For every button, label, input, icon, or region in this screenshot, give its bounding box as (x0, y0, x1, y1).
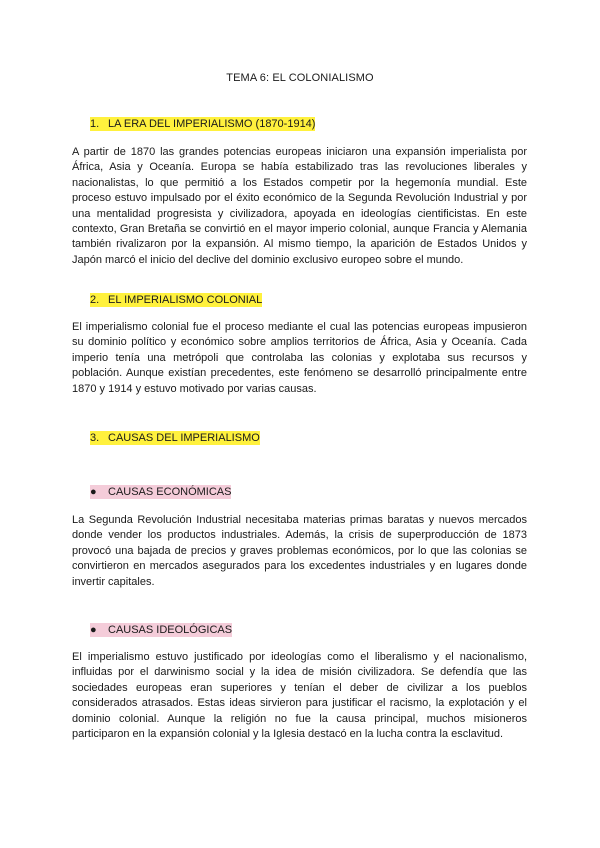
subsection-heading-causas-economicas (90, 485, 231, 499)
section-heading-era-imperialismo (90, 117, 315, 131)
bullet-icon: ● (90, 486, 97, 498)
section-heading-text: LA ERA DEL IMPERIALISMO (1870-1914) (108, 118, 316, 130)
section-paragraph-era-imperialismo: A partir de 1870 las grandes potencias europeas iniciaron una expansión imperialista por África, Asia y Oceanía. Europa se había estabilizado tras las revoluciones liberales y nacionalistas, lo que permitió a los Estados competir por la hegemonía mundial. Este proceso estuvo impulsado por el éxito económico de la Segunda Revolución Industrial y por una mentalidad progresista y civilizadora, apoyada en ideologías cientificistas. En este contexto, Gran Bretaña se convirtió en el mayor imperio colonial, aunque Francia y Alemania también rivalizaron por la expansión. Al mismo tiempo, la aparición de Estados Unidos y Japón marcó el inicio del declive del dominio exclusivo europeo sobre el mundo. (72, 146, 527, 266)
bullet-icon: ● (90, 624, 97, 636)
subsection-heading-text: CAUSAS ECONÓMICAS (108, 486, 232, 498)
subsection-heading-causas-ideologicas (90, 623, 232, 637)
section-paragraph-imperialismo-colonial: El imperialismo colonial fue el proceso mediante el cual las potencias europeas impusieron su dominio político y económico sobre amplios territorios de África, Asia y Oceanía. Cada imperio tenía una metrópoli que controlaba las colonias y explotaba sus recursos y población. Aunque existían precedentes, este fenómeno se desarrolló principalmente entre 1870 y 1914 y estuvo motivado por varias causas. (72, 321, 527, 395)
section-heading-text: EL IMPERIALISMO COLONIAL (108, 294, 263, 306)
section-number: 1. (90, 118, 100, 130)
subsection-paragraph-causas-ideologicas: El imperialismo estuvo justificado por ideologías como el liberalismo y el nacionalismo, influidas por el darwinismo social y la idea de misión civilizadora. Se defendía que las sociedades europeas eran superiores y tenían el deber de civilizar a los pueblos considerados atrasados. Estas ideas sirvieron para justificar el racismo, la explotación y el dominio colonial. Aunque la religión no fue la causa principal, muchos misioneros participaron en la expansión colonial y la Iglesia destacó en la lucha contra la esclavitud. (72, 651, 527, 741)
page-title: TEMA 6: EL COLONIALISMO (226, 72, 374, 84)
section-number: 3. (90, 432, 100, 444)
section-number: 2. (90, 294, 100, 306)
section-heading-imperialismo-colonial (90, 293, 262, 307)
subsection-paragraph-causas-economicas: La Segunda Revolución Industrial necesitaba materias primas baratas y nuevos mercados donde vender los productos industriales. Además, la crisis de superproducción de 1873 provocó una bajada de precios y graves problemas económicos, por lo que las colonias se convirtieron en mercados asegurados para los excedentes industriales y en lugares donde invertir capitales. (72, 514, 527, 588)
section-heading-text: CAUSAS DEL IMPERIALISMO (108, 432, 260, 444)
subsection-heading-text: CAUSAS IDEOLÓGICAS (108, 624, 233, 636)
section-heading-causas-imperialismo (90, 431, 260, 445)
